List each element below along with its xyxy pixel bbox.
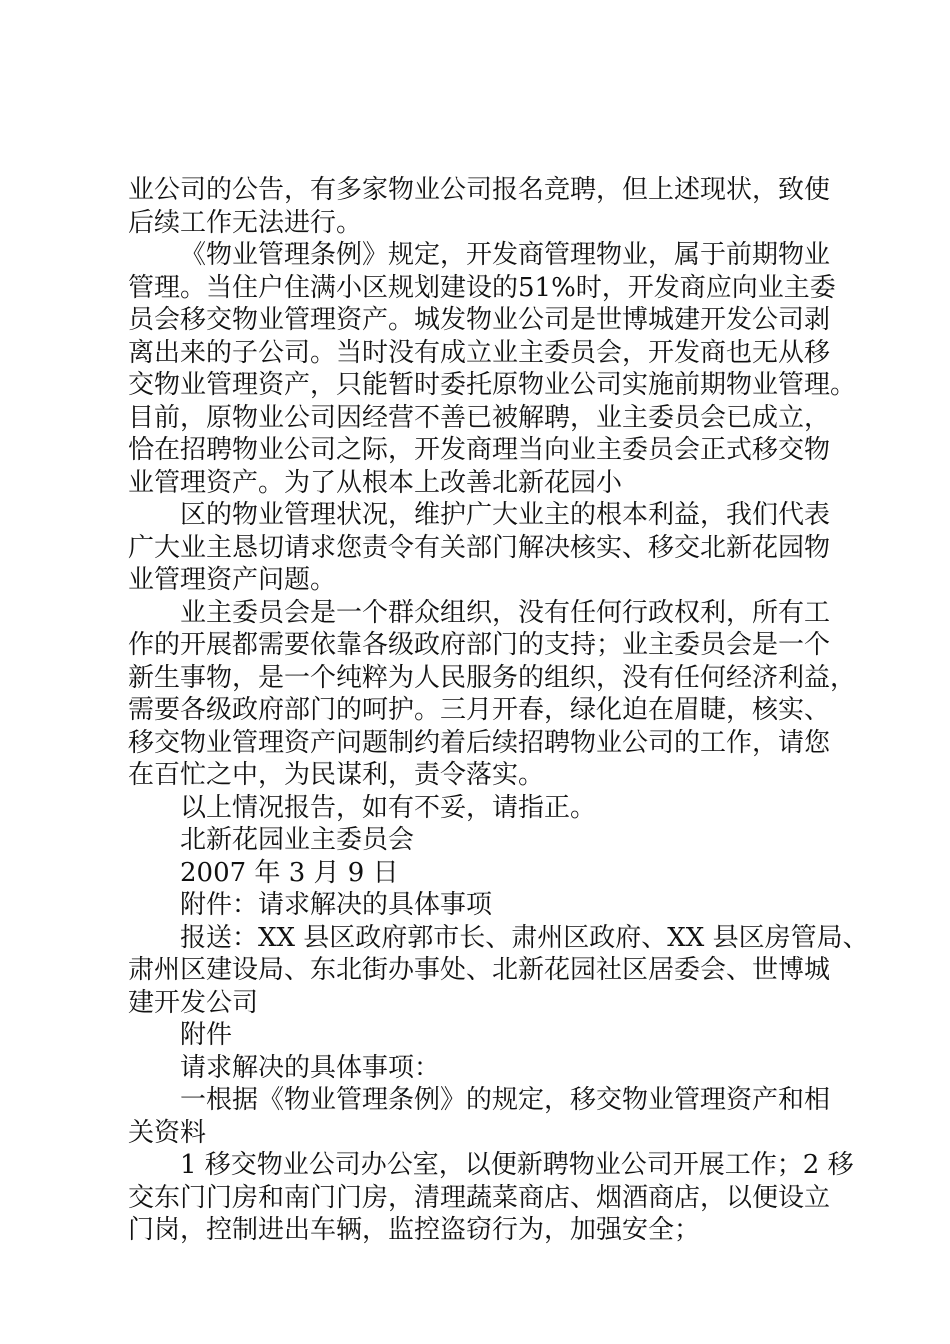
paragraph-1	[128, 174, 838, 239]
text-line: 业主委员会是一个群众组织，没有任何行政权利，所有工	[180, 597, 831, 628]
text-line: 以上情况报告，如有不妥，请指正。	[180, 792, 597, 823]
paragraph-2	[128, 239, 857, 499]
text-line: 附件：请求解决的具体事项	[180, 890, 493, 920]
text-line: 交东门门房和南门门房，清理蔬菜商店、烟酒商店，以便设立	[128, 1182, 831, 1213]
text-line: 《物业管理条例》规定，开发商管理物业，属于前期物业	[180, 240, 831, 270]
text-line: 员会移交物业管理资产。城发物业公司是世博城建开发公司剥	[128, 305, 831, 335]
text-line: 在百忙之中，为民谋利，责令落实。	[128, 760, 545, 790]
text-line: 请求解决的具体事项：	[180, 1052, 441, 1083]
text-line: 离出来的子公司。当时没有成立业主委员会，开发商也无从移	[128, 337, 831, 368]
text-line: 报送：XX 县区政府郭市长、肃州区政府、XX 县区房管局、	[180, 922, 869, 953]
text-line: 2007 年 3 月 9 日	[180, 857, 399, 888]
text-line: 业公司的公告，有多家物业公司报名竞聘，但上述现状，致使	[128, 175, 831, 205]
text-line: 管理。当住户住满小区规划建设的51%时，开发商应向业主委	[128, 272, 836, 303]
text-line: 一根据《物业管理条例》的规定，移交物业管理资产和相	[180, 1085, 831, 1115]
item-1	[128, 1084, 838, 1149]
text-line: 北新花园业主委员会	[180, 825, 415, 855]
item-1-details	[128, 1149, 854, 1247]
text-line: 区的物业管理状况，维护广大业主的根本利益，我们代表	[180, 500, 831, 530]
text-line: 交物业管理资产，只能暂时委托原物业公司实施前期物业管理。	[128, 370, 857, 400]
paragraph-5	[128, 792, 838, 825]
attachment-note	[128, 889, 838, 922]
attachment-heading	[128, 1019, 838, 1052]
text-line: 后续工作无法进行。	[128, 207, 363, 238]
text-line: 恰在招聘物业公司之际，开发商理当向业主委员会正式移交物	[128, 435, 831, 465]
text-line: 业管理资产问题。	[128, 565, 337, 595]
text-line: 广大业主恳切请求您责令有关部门解决核实、移交北新花园物	[128, 532, 831, 563]
text-line: 附件	[180, 1020, 233, 1050]
distribution-list	[128, 922, 869, 1020]
text-line: 关资料	[128, 1117, 207, 1148]
attachment-title	[128, 1052, 838, 1085]
text-line: 1 移交物业公司办公室，以便新聘物业公司开展工作；2 移	[180, 1150, 854, 1180]
signature-org	[128, 824, 838, 857]
text-line: 移交物业管理资产问题制约着后续招聘物业公司的工作，请您	[128, 727, 831, 758]
signature-date	[128, 857, 838, 890]
document-body	[128, 174, 869, 1247]
paragraph-3	[128, 499, 838, 597]
text-line: 建开发公司	[128, 987, 259, 1018]
text-line: 需要各级政府部门的呵护。三月开春，绿化迫在眉睫，核实、	[128, 695, 831, 725]
text-line: 新生事物，是一个纯粹为人民服务的组织，没有任何经济利益，	[128, 662, 857, 693]
paragraph-4	[128, 597, 857, 792]
text-line: 作的开展都需要依靠各级政府部门的支持；业主委员会是一个	[128, 630, 831, 660]
text-line: 肃州区建设局、东北街办事处、北新花园社区居委会、世博城	[128, 955, 831, 985]
text-line: 目前，原物业公司因经营不善已被解聘，业主委员会已成立，	[128, 402, 831, 433]
text-line: 门岗，控制进出车辆，监控盗窃行为，加强安全；	[128, 1215, 701, 1245]
text-line: 业管理资产。为了从根本上改善北新花园小	[128, 467, 623, 498]
